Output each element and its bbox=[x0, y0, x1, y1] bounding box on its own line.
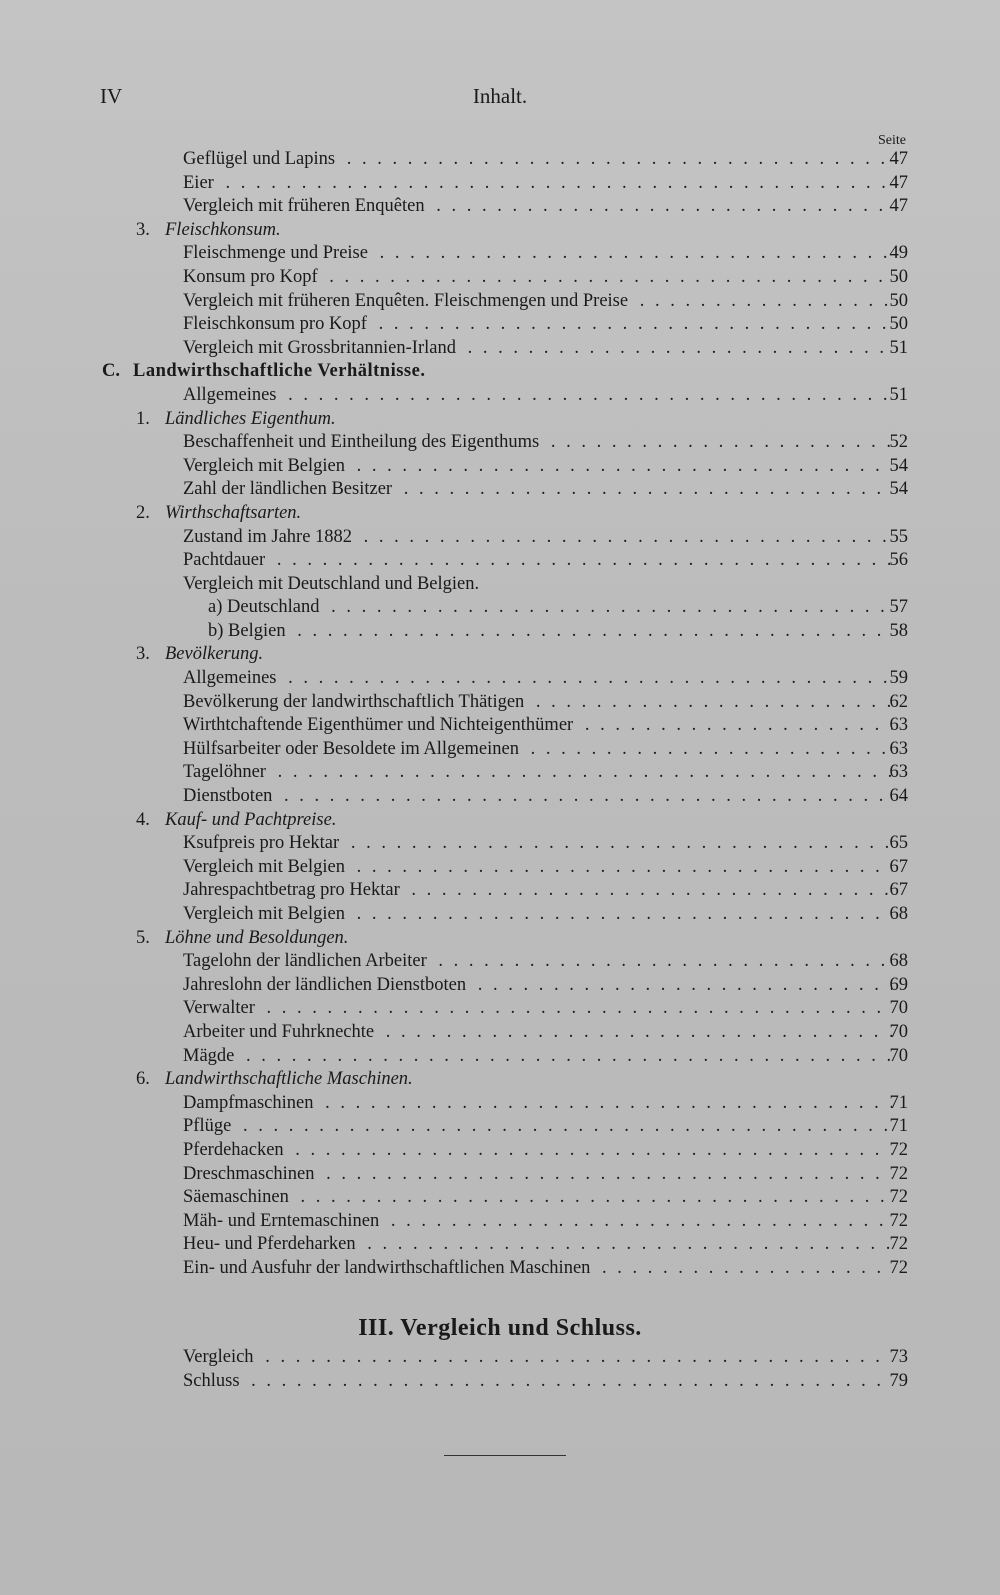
toc-heading-label: Fleischkonsum. bbox=[165, 219, 281, 240]
toc-entry-label: Mägde . . . bbox=[183, 1045, 892, 1069]
toc-entry bbox=[0, 1370, 1000, 1394]
toc-page-number: 51 bbox=[889, 384, 908, 405]
toc-page-number: 50 bbox=[889, 290, 908, 311]
toc-section bbox=[0, 360, 1000, 384]
toc-entry-label: Vergleich . . . bbox=[183, 1346, 892, 1370]
toc-entry bbox=[0, 691, 1000, 715]
toc-page-number: 72 bbox=[889, 1234, 908, 1255]
toc-entry-label: Pflüge . . . bbox=[183, 1115, 892, 1139]
toc-section-letter: C. bbox=[102, 361, 120, 382]
toc-page-number: 72 bbox=[889, 1210, 908, 1231]
toc-page-number: 50 bbox=[889, 314, 908, 335]
toc-entry-label: Allgemeines . . . bbox=[183, 384, 892, 408]
toc-entry bbox=[0, 172, 1000, 196]
toc-entry bbox=[0, 1233, 1000, 1257]
toc-page-number: 68 bbox=[889, 904, 908, 924]
toc-entry-label: Dienstboten . . . bbox=[183, 785, 892, 809]
toc-page-number: 54 bbox=[889, 479, 908, 500]
toc-entry bbox=[0, 242, 1000, 266]
toc-page-number: 49 bbox=[889, 243, 908, 264]
toc-entry bbox=[0, 313, 1000, 337]
toc-entry-label: Eier . . . bbox=[183, 172, 892, 196]
toc-entry bbox=[0, 266, 1000, 290]
toc-heading-number: 6. bbox=[136, 1069, 150, 1090]
toc-heading bbox=[0, 219, 1000, 243]
toc-entry-label: Allgemeines . . . bbox=[183, 667, 892, 691]
toc-entry-label: Vergleich mit Belgien . . . bbox=[183, 903, 892, 927]
toc-entry bbox=[0, 738, 1000, 762]
part-title: III. Vergleich und Schluss. bbox=[358, 1315, 642, 1341]
toc-page-number: 52 bbox=[889, 432, 908, 453]
toc-entry-label: Vergleich mit früheren Enquêten. Fleischmengen und Preise . . . bbox=[183, 290, 892, 314]
toc-entry-label: Fleischkonsum pro Kopf . . . bbox=[183, 313, 892, 337]
toc-page-number: 47 bbox=[889, 149, 908, 169]
seite-column-label: Seite bbox=[878, 133, 906, 148]
toc-page-number: 50 bbox=[889, 266, 908, 287]
toc-page-number: 58 bbox=[889, 620, 908, 641]
toc-heading bbox=[0, 502, 1000, 526]
toc-page-number: 55 bbox=[889, 526, 908, 547]
part-table-of-contents bbox=[0, 1346, 1000, 1393]
toc-section-label: Landwirthschaftliche Verhältnisse. bbox=[133, 361, 426, 382]
toc-heading-number: 3. bbox=[136, 644, 150, 665]
toc-entry bbox=[0, 1257, 1000, 1281]
toc-heading-label: Löhne und Besoldungen. bbox=[165, 927, 349, 948]
toc-heading-label: Landwirthschaftliche Maschinen. bbox=[165, 1069, 413, 1090]
toc-entry-label: Heu- und Pferdeharken . . . bbox=[183, 1233, 892, 1257]
toc-heading-number: 2. bbox=[136, 502, 150, 523]
toc-entry bbox=[0, 1186, 1000, 1210]
toc-entry bbox=[0, 1021, 1000, 1045]
toc-heading-label: Bevölkerung. bbox=[165, 644, 264, 665]
toc-page-number: 63 bbox=[889, 715, 908, 736]
toc-page-number: 65 bbox=[889, 833, 908, 854]
toc-entry-label: a) Deutschland . . . bbox=[208, 596, 892, 620]
page-header bbox=[0, 84, 1000, 114]
toc-entry-label: Vergleich mit Grossbritannien-Irland . . . bbox=[183, 337, 892, 361]
toc-entry-label: Dampfmaschinen . . . bbox=[183, 1092, 892, 1116]
toc-entry bbox=[0, 879, 1000, 903]
toc-entry-label: Tagelöhner . . . bbox=[183, 761, 892, 785]
toc-entry bbox=[0, 620, 1000, 644]
toc-page-number: 70 bbox=[889, 998, 908, 1019]
toc-subheading bbox=[0, 573, 1000, 597]
toc-entry bbox=[0, 785, 1000, 809]
toc-page-number: 71 bbox=[889, 1092, 908, 1113]
toc-entry-label: Jahrespachtbetrag pro Hektar . . . bbox=[183, 879, 892, 903]
toc-page-number: 67 bbox=[889, 856, 908, 877]
toc-page-number: 72 bbox=[889, 1257, 908, 1278]
toc-heading-label: Wirthschaftsarten. bbox=[165, 502, 302, 523]
toc-heading bbox=[0, 927, 1000, 951]
toc-entry-label: b) Belgien . . . bbox=[208, 620, 892, 644]
toc-page-number: 73 bbox=[889, 1347, 908, 1367]
table-of-contents bbox=[0, 148, 1000, 1281]
toc-entry bbox=[0, 148, 1000, 172]
toc-page-number: 56 bbox=[889, 550, 908, 571]
toc-entry bbox=[0, 832, 1000, 856]
toc-page-number: 47 bbox=[889, 172, 908, 193]
toc-page-number: 63 bbox=[889, 762, 908, 783]
toc-heading-number: 4. bbox=[136, 809, 150, 830]
toc-entry bbox=[0, 596, 1000, 620]
toc-heading-number: 1. bbox=[136, 408, 150, 429]
toc-entry-label: Ein- und Ausfuhr der landwirthschaftlichen Maschinen . . . bbox=[183, 1257, 892, 1281]
toc-entry bbox=[0, 1139, 1000, 1163]
toc-entry-label: Ksufpreis pro Hektar . . . bbox=[183, 832, 892, 856]
toc-entry bbox=[0, 384, 1000, 408]
toc-entry-label: Jahreslohn der ländlichen Dienstboten . . . bbox=[183, 974, 892, 998]
toc-page-number: 69 bbox=[889, 974, 908, 995]
toc-page-number: 70 bbox=[889, 1045, 908, 1066]
toc-page-number: 68 bbox=[889, 951, 908, 972]
toc-entry bbox=[0, 431, 1000, 455]
toc-entry bbox=[0, 667, 1000, 691]
toc-entry-label: Pferdehacken . . . bbox=[183, 1139, 892, 1163]
toc-page-number: 71 bbox=[889, 1116, 908, 1137]
toc-entry-label: Säemaschinen . . . bbox=[183, 1186, 892, 1210]
toc-heading bbox=[0, 1068, 1000, 1092]
toc-page-number: 62 bbox=[889, 691, 908, 712]
toc-entry bbox=[0, 337, 1000, 361]
toc-entry-label: Verwalter . . . bbox=[183, 997, 892, 1021]
toc-entry-label: Dreschmaschinen . . . bbox=[183, 1163, 892, 1187]
toc-page-number: 72 bbox=[889, 1139, 908, 1160]
toc-entry-label: Beschaffenheit und Eintheilung des Eigenthums . . . bbox=[183, 431, 892, 455]
toc-page-number: 57 bbox=[889, 597, 908, 618]
toc-entry-label: Hülfsarbeiter oder Besoldete im Allgemeinen . . . bbox=[183, 738, 892, 762]
toc-entry bbox=[0, 974, 1000, 998]
toc-entry bbox=[0, 1346, 1000, 1370]
toc-entry-label: Vergleich mit früheren Enquêten . . . bbox=[183, 195, 892, 219]
toc-entry-label: Tagelohn der ländlichen Arbeiter . . . bbox=[183, 950, 892, 974]
toc-page-number: 67 bbox=[889, 880, 908, 901]
toc-entry-label: Mäh- und Erntemaschinen . . . bbox=[183, 1210, 892, 1234]
toc-page-number: 72 bbox=[889, 1163, 908, 1184]
toc-entry-label: Pachtdauer . . . bbox=[183, 549, 892, 573]
toc-entry-label: Zahl der ländlichen Besitzer . . . bbox=[183, 478, 892, 502]
toc-page-number: 70 bbox=[889, 1021, 908, 1042]
toc-entry-label: Wirthtchaftende Eigenthümer und Nichteigenthümer . . . bbox=[183, 714, 892, 738]
toc-entry bbox=[0, 1163, 1000, 1187]
toc-entry-label: Arbeiter und Fuhrknechte . . . bbox=[183, 1021, 892, 1045]
toc-entry bbox=[0, 1045, 1000, 1069]
toc-entry bbox=[0, 526, 1000, 550]
toc-entry-label: Geflügel und Lapins . . . bbox=[183, 148, 892, 172]
toc-heading-number: 5. bbox=[136, 927, 150, 948]
toc-heading-label: Ländliches Eigenthum. bbox=[165, 408, 336, 429]
toc-entry bbox=[0, 856, 1000, 880]
page-number: IV bbox=[100, 84, 123, 108]
toc-heading bbox=[0, 643, 1000, 667]
toc-page-number: 79 bbox=[889, 1370, 908, 1391]
toc-page-number: 54 bbox=[889, 455, 908, 476]
toc-entry bbox=[0, 478, 1000, 502]
toc-entry-label: Zustand im Jahre 1882 . . . bbox=[183, 526, 892, 550]
toc-page-number: 59 bbox=[889, 668, 908, 689]
toc-entry bbox=[0, 903, 1000, 927]
toc-entry bbox=[0, 761, 1000, 785]
toc-page-number: 63 bbox=[889, 738, 908, 759]
running-title: Inhalt. bbox=[472, 84, 528, 108]
toc-heading-label: Kauf- und Pachtpreise. bbox=[165, 809, 337, 830]
toc-entry bbox=[0, 1210, 1000, 1234]
toc-entry bbox=[0, 950, 1000, 974]
toc-entry-label: Vergleich mit Belgien . . . bbox=[183, 856, 892, 880]
toc-entry bbox=[0, 455, 1000, 479]
toc-heading-number: 3. bbox=[136, 219, 150, 240]
toc-entry-label: Konsum pro Kopf . . . bbox=[183, 266, 892, 290]
toc-entry bbox=[0, 1092, 1000, 1116]
toc-entry bbox=[0, 290, 1000, 314]
toc-entry bbox=[0, 1115, 1000, 1139]
toc-heading bbox=[0, 408, 1000, 432]
toc-entry bbox=[0, 997, 1000, 1021]
closing-rule bbox=[444, 1455, 566, 1456]
toc-entry bbox=[0, 714, 1000, 738]
toc-page-number: 72 bbox=[889, 1187, 908, 1208]
toc-page-number: 64 bbox=[889, 786, 908, 807]
toc-entry bbox=[0, 195, 1000, 219]
toc-page-number: 51 bbox=[889, 337, 908, 358]
toc-page-number: 47 bbox=[889, 196, 908, 217]
toc-heading bbox=[0, 809, 1000, 833]
toc-subheading-label: Vergleich mit Deutschland und Belgien. bbox=[183, 573, 480, 594]
toc-entry-label: Fleischmenge und Preise . . . bbox=[183, 242, 892, 266]
toc-entry-label: Bevölkerung der landwirthschaftlich Thätigen . . . bbox=[183, 691, 892, 715]
toc-entry-label: Vergleich mit Belgien . . . bbox=[183, 455, 892, 479]
toc-entry-label: Schluss . . . bbox=[183, 1370, 892, 1394]
toc-entry bbox=[0, 549, 1000, 573]
